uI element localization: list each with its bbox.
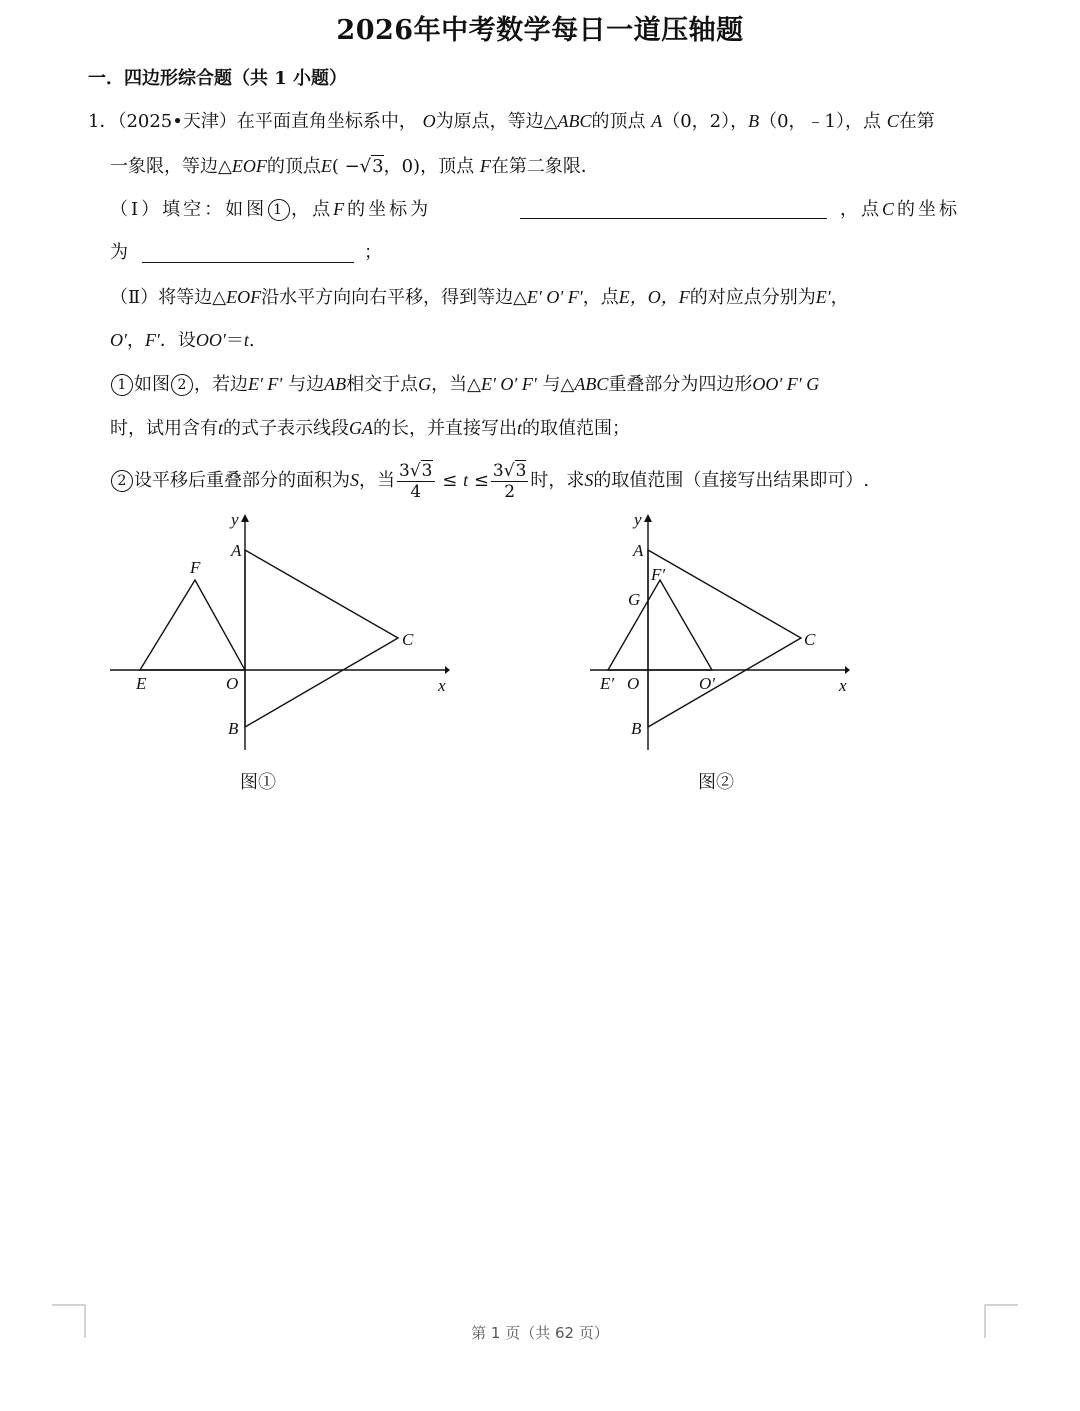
label-a: A xyxy=(633,541,644,560)
label-o-prime: O′ xyxy=(699,674,715,693)
label-e-prime: E′ xyxy=(600,674,615,693)
problem-line-2: 一象限，等边△EOF的顶点E( −√3，0)，顶点 F在第二象限． xyxy=(110,156,599,177)
part-1-line-2: 为 xyxy=(110,242,128,263)
label-b: B xyxy=(228,719,239,738)
part-1-line-tail: ，点C的坐标 xyxy=(840,199,961,220)
figure-2 xyxy=(580,505,870,760)
label-c: C xyxy=(804,630,816,649)
triangle-eof xyxy=(140,580,245,670)
label-e: E xyxy=(136,674,147,693)
x-arrow xyxy=(845,666,850,674)
y-arrow xyxy=(241,514,249,522)
answer-blank-c[interactable] xyxy=(142,244,354,263)
page-footer: 第 1 页（共 62 页） xyxy=(471,1324,609,1342)
x-arrow xyxy=(445,666,450,674)
fraction-lower-bound: $\frac{3√3}{4}$ xyxy=(399,460,433,502)
y-arrow xyxy=(644,514,652,522)
sub-question-1-line-2: 时，试用含有t的式子表示线段GA的长，并直接写出t的取值范围； xyxy=(110,418,631,439)
figure-1-caption: 图① xyxy=(240,772,276,793)
label-o: O xyxy=(226,674,239,693)
label-g: G xyxy=(628,590,641,609)
fraction-upper-bound: $\frac{3√3}{2}$ xyxy=(492,460,527,502)
page-title: 2026年中考数学每日一道压轴题 xyxy=(336,15,744,46)
part-2-line-1: （Ⅱ）将等边△EOF沿水平方向向右平移，得到等边△E′ O′ F′，点E，O，F的对应点分别为E′， xyxy=(110,287,849,308)
label-x: x xyxy=(438,676,446,695)
section-heading: 一．四边形综合题（共 1 小题） xyxy=(88,68,348,89)
label-a: A xyxy=(231,541,242,560)
label-o: O xyxy=(627,674,640,693)
part-1-semicolon: ； xyxy=(364,242,382,263)
part-1-line: （Ⅰ）填空：如图 1 ，点F的坐标为 xyxy=(110,199,432,220)
label-b: B xyxy=(631,719,642,738)
label-f-prime: F′ xyxy=(651,565,666,584)
figure-1 xyxy=(100,505,460,760)
label-x: x xyxy=(839,676,847,695)
figure-2-caption: 图② xyxy=(698,772,734,793)
problem-line-1: 1．（2025•天津）在平面直角坐标系中， O为原点，等边△ABC的顶点 A（0，2），B（0，﹣1），点 C在第 xyxy=(88,111,935,132)
triangle-eopfp xyxy=(608,580,712,670)
label-y: y xyxy=(634,510,642,529)
label-c: C xyxy=(402,630,414,649)
part-2-line-2: O′，F′．设OO′＝t. xyxy=(110,330,255,351)
triangle-abc xyxy=(245,550,398,727)
sub-question-2: 2 设平移后重叠部分的面积为S，当 $\frac{3√3}{4}$ ≤ t ≤ $\frac{3√3}{2}$ 时，求S的取值范围（直接写出结果即可）. xyxy=(110,455,869,506)
sub-question-1-line-1: 1 如图 2 ，若边E′ F′ 与边AB相交于点G，当△E′ O′ F′ 与△ABC重叠部分为四边形OO′ F′ G xyxy=(110,371,819,398)
label-f: F xyxy=(190,558,201,577)
answer-blank-f[interactable] xyxy=(520,200,827,219)
triangle-abc xyxy=(648,550,801,727)
label-y: y xyxy=(231,510,239,529)
